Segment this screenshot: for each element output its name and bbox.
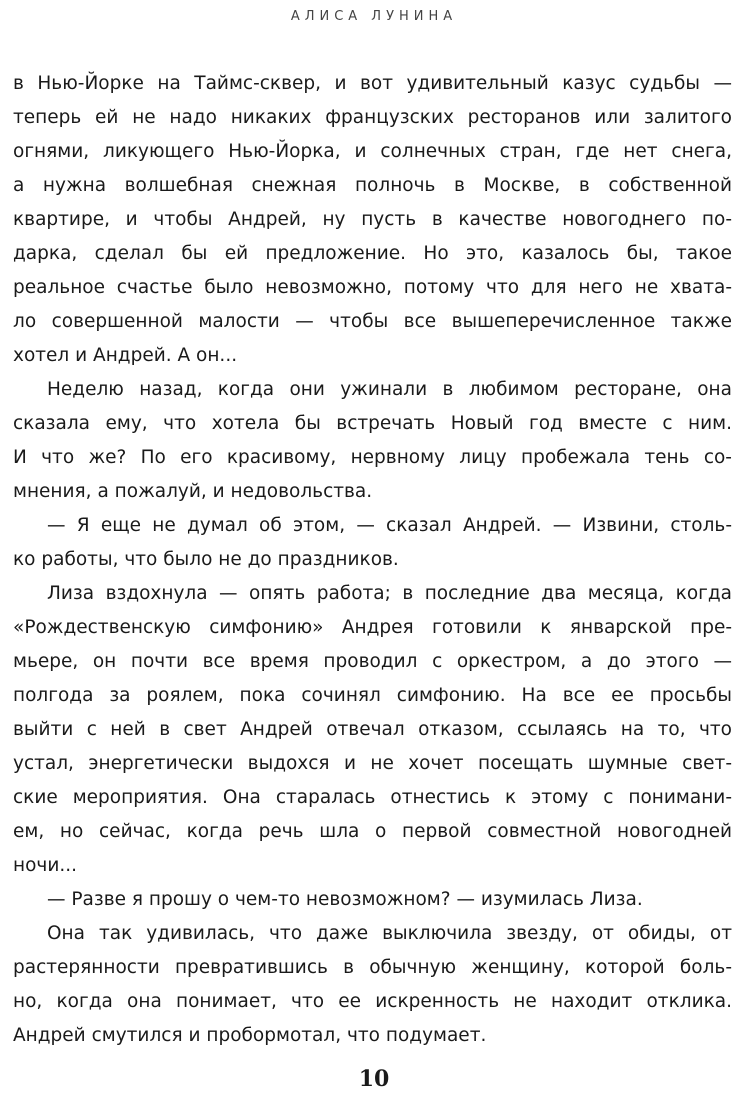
text-line: теперь ей не надо никаких французских ресторанов или залитого — [13, 107, 732, 128]
text-line: огнями, ликующего Нью-Йорка, и солнечных стран, где нет снега, — [13, 141, 732, 162]
text-line: Неделю назад, когда они ужинали в любимом ресторане, она — [47, 379, 732, 400]
text-line: реальное счастье было невозможно, потому что для него не хвата- — [13, 277, 732, 298]
text-line: растерянности превратившись в обычную женщину, которой боль- — [13, 957, 732, 978]
text-line: устал, энергетически выдохся и не хочет посещать шумные свет- — [13, 753, 732, 774]
text-line: Она так удивилась, что даже выключила звезду, от обиды, от — [47, 923, 732, 944]
text-line: сказала ему, что хотела бы встречать Новый год вместе с ним. — [13, 413, 732, 434]
text-line: ем, но сейчас, когда речь шла о первой совместной новогодней — [13, 821, 732, 842]
text-line: в Нью-Йорке на Таймс-сквер, и вот удивительный казус судьбы — — [13, 73, 732, 94]
text-line: мнения, а пожалуй, и недовольства. — [13, 481, 373, 502]
text-line: — Я еще не думал об этом, — сказал Андрей. — Извини, столь- — [47, 515, 732, 536]
text-line: дарка, сделал бы ей предложение. Но это, казалось бы, такое — [13, 243, 732, 264]
text-line: «Рождественскую симфонию» Андрея готовили к январской пре- — [13, 617, 732, 638]
text-line: квартире, и чтобы Андрей, ну пусть в качестве новогоднего по- — [13, 209, 732, 230]
text-line: выйти с ней в свет Андрей отвечал отказом, ссылаясь на то, что — [13, 719, 732, 740]
text-line: но, когда она понимает, что ее искренность не находит отклика. — [13, 991, 732, 1012]
page-number: 10 — [358, 1066, 390, 1092]
text-line: мьере, он почти все время проводил с оркестром, а до этого — — [13, 651, 732, 672]
text-line: ло совершенной малости — чтобы все вышеперечисленное также — [13, 311, 732, 332]
text-line: Лиза вздохнула — опять работа; в последние два месяца, когда — [47, 583, 732, 604]
text-line: хотел и Андрей. А он... — [13, 345, 238, 366]
running-header-author: АЛИСА ЛУНИНА — [290, 9, 458, 24]
text-line: а нужна волшебная снежная полночь в Москве, в собственной — [13, 175, 732, 196]
text-line: И что же? По его красивому, нервному лицу пробежала тень со- — [13, 447, 732, 468]
text-line: ко работы, что было не до праздников. — [13, 549, 399, 570]
text-line: полгода за роялем, пока сочинял симфонию. На все ее просьбы — [13, 685, 732, 706]
text-line: ночи... — [13, 855, 78, 876]
text-line: — Разве я прошу о чем-то невозможном? — изумилась Лиза. — [47, 889, 643, 910]
text-line: Андрей смутился и пробормотал, что подумает. — [13, 1025, 487, 1046]
text-line: ские мероприятия. Она старалась отнестись к этому с понимани- — [13, 787, 732, 808]
